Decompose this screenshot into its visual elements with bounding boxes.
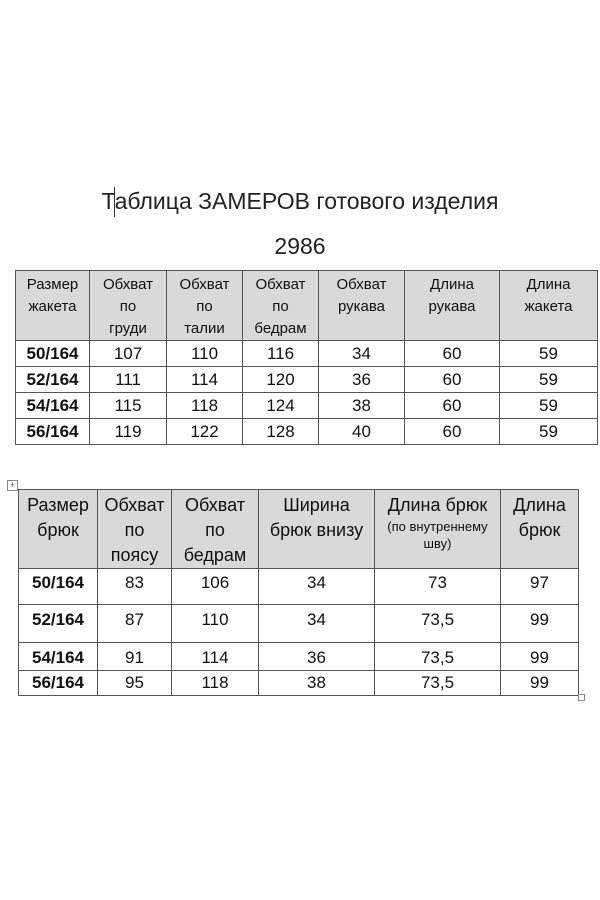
table-row	[16, 367, 598, 393]
table-cell: 38	[259, 671, 375, 696]
header-jacket-length: Длина жакета	[500, 271, 598, 341]
table-cell: 36	[259, 643, 375, 671]
size-cell: 56/164	[16, 419, 90, 445]
table-cell: 60	[405, 341, 500, 367]
table-cell: 95	[98, 671, 172, 696]
size-cell: 54/164	[16, 393, 90, 419]
size-cell: 52/164	[16, 367, 90, 393]
size-cell: 56/164	[19, 671, 98, 696]
table-cell: 99	[501, 643, 579, 671]
table-cell: 107	[90, 341, 167, 367]
header-hip-girth: Обхват по бедрам	[172, 490, 259, 569]
table-header-row	[16, 271, 598, 341]
table-row	[16, 393, 598, 419]
size-cell: 50/164	[19, 569, 98, 605]
product-code: 2986	[274, 233, 326, 259]
table-cell: 59	[500, 393, 598, 419]
header-inseam-length: Длина брюк (по внутреннему шву)	[375, 490, 501, 569]
table-row	[16, 341, 598, 367]
table-cell: 91	[98, 643, 172, 671]
header-pants-length: Длина брюк	[501, 490, 579, 569]
size-cell: 54/164	[19, 643, 98, 671]
table-cell: 59	[500, 341, 598, 367]
table-cell: 60	[405, 419, 500, 445]
header-jacket-size: Размер жакета	[16, 271, 90, 341]
header-hip-girth: Обхват по бедрам	[243, 271, 319, 341]
table-cell: 120	[243, 367, 319, 393]
table-cell: 34	[259, 569, 375, 605]
table-cell: 106	[172, 569, 259, 605]
table-cell: 116	[243, 341, 319, 367]
table-cell: 99	[501, 671, 579, 696]
table-row	[19, 605, 579, 643]
table-cell: 73	[375, 569, 501, 605]
table-cell: 40	[319, 419, 405, 445]
table-cell: 124	[243, 393, 319, 419]
table-cell: 118	[167, 393, 243, 419]
table-row	[19, 643, 579, 671]
table-cell: 73,5	[375, 671, 501, 696]
table-cell: 60	[405, 367, 500, 393]
table-cell: 110	[172, 605, 259, 643]
table-cell: 60	[405, 393, 500, 419]
table-cell: 73,5	[375, 605, 501, 643]
table-cell: 128	[243, 419, 319, 445]
table-cell: 73,5	[375, 643, 501, 671]
table-cell: 34	[259, 605, 375, 643]
table-cell: 59	[500, 419, 598, 445]
size-cell: 50/164	[16, 341, 90, 367]
jacket-measurements-table	[15, 270, 598, 445]
header-hem-width: Ширина брюк внизу	[259, 490, 375, 569]
table-cell: 38	[319, 393, 405, 419]
header-pants-size: Размер брюк	[19, 490, 98, 569]
size-cell: 52/164	[19, 605, 98, 643]
table-header-row	[19, 490, 579, 569]
table-cell: 87	[98, 605, 172, 643]
resize-handle-icon[interactable]	[578, 694, 585, 701]
table-row	[19, 569, 579, 605]
table-cell: 122	[167, 419, 243, 445]
header-chest-girth: Обхват по груди	[90, 271, 167, 341]
header-waist-girth: Обхват по талии	[167, 271, 243, 341]
table-cell: 114	[167, 367, 243, 393]
table-cell: 59	[500, 367, 598, 393]
table-cell: 119	[90, 419, 167, 445]
table-row	[19, 671, 579, 696]
table-cell: 34	[319, 341, 405, 367]
page-title: Таблица ЗАМЕРОВ готового изделия	[101, 188, 499, 214]
header-sleeve-length: Длина рукава	[405, 271, 500, 341]
table-cell: 97	[501, 569, 579, 605]
table-cell: 36	[319, 367, 405, 393]
pants-measurements-table	[18, 489, 579, 696]
table-cell: 115	[90, 393, 167, 419]
header-waist-girth: Обхват по поясу	[98, 490, 172, 569]
header-sleeve-girth: Обхват рукава	[319, 271, 405, 341]
table-cell: 114	[172, 643, 259, 671]
table-cell: 83	[98, 569, 172, 605]
table-cell: 110	[167, 341, 243, 367]
table-row	[16, 419, 598, 445]
table-cell: 99	[501, 605, 579, 643]
move-icon[interactable]: +	[7, 480, 18, 491]
table-cell: 118	[172, 671, 259, 696]
table-cell: 111	[90, 367, 167, 393]
